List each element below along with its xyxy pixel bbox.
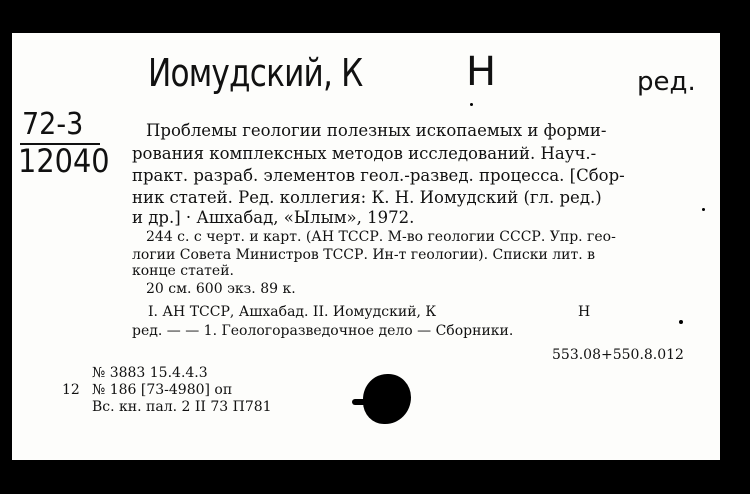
- size-line: 20 см. 600 экз. 89 к.: [146, 281, 296, 297]
- handwritten-initial: Н: [466, 49, 497, 95]
- ink-speck: [679, 320, 683, 324]
- body-line-1: Проблемы геологии полезных ископаемых и форми-: [146, 121, 607, 140]
- footer-line-2: № 186 [73-4980] оп: [92, 382, 233, 398]
- call-number-top: 72-3: [22, 107, 84, 142]
- footer-line-2-prefix: 12: [62, 382, 80, 398]
- collation-line-3: конце статей.: [132, 263, 234, 279]
- footer-line-3: Вс. кн. пал. 2 II 73 П781: [92, 399, 272, 415]
- handwritten-role: ред.: [637, 67, 696, 97]
- tracing-line-1-left: I. АН ТССР, Ашхабад. II. Иомудский, К: [148, 304, 437, 320]
- body-line-3: практ. разраб. элементов геол.-развед. процесса. [Сбор-: [132, 166, 625, 185]
- ink-blot-tail: [352, 399, 374, 405]
- footer-line-1: № 3883 15.4.4.3: [92, 365, 208, 381]
- catalog-card: [12, 33, 720, 460]
- collation-line-2: логии Совета Министров ТССР. Ин-т геологии). Списки лит. в: [132, 247, 596, 263]
- ink-speck: [702, 208, 705, 211]
- ink-speck: [470, 103, 473, 106]
- tracing-line-1-right: Н: [578, 304, 591, 320]
- body-line-5: и др.] · Ашхабад, «Ылым», 1972.: [132, 208, 415, 227]
- tracing-line-2: ред. — — 1. Геологоразведочное дело — Сборники.: [132, 323, 514, 339]
- handwritten-author: Иомудский, К: [148, 51, 363, 95]
- body-line-4: ник статей. Ред. коллегия: К. Н. Иомудский (гл. ред.): [132, 188, 602, 207]
- classification-number: 553.08+550.8.012: [552, 347, 684, 363]
- call-number-bottom: 12040: [18, 142, 110, 180]
- collation-line-1: 244 с. с черт. и карт. (АН ТССР. М-во геологии СССР. Упр. гео-: [146, 229, 616, 245]
- body-line-2: рования комплексных методов исследований. Науч.-: [132, 144, 597, 163]
